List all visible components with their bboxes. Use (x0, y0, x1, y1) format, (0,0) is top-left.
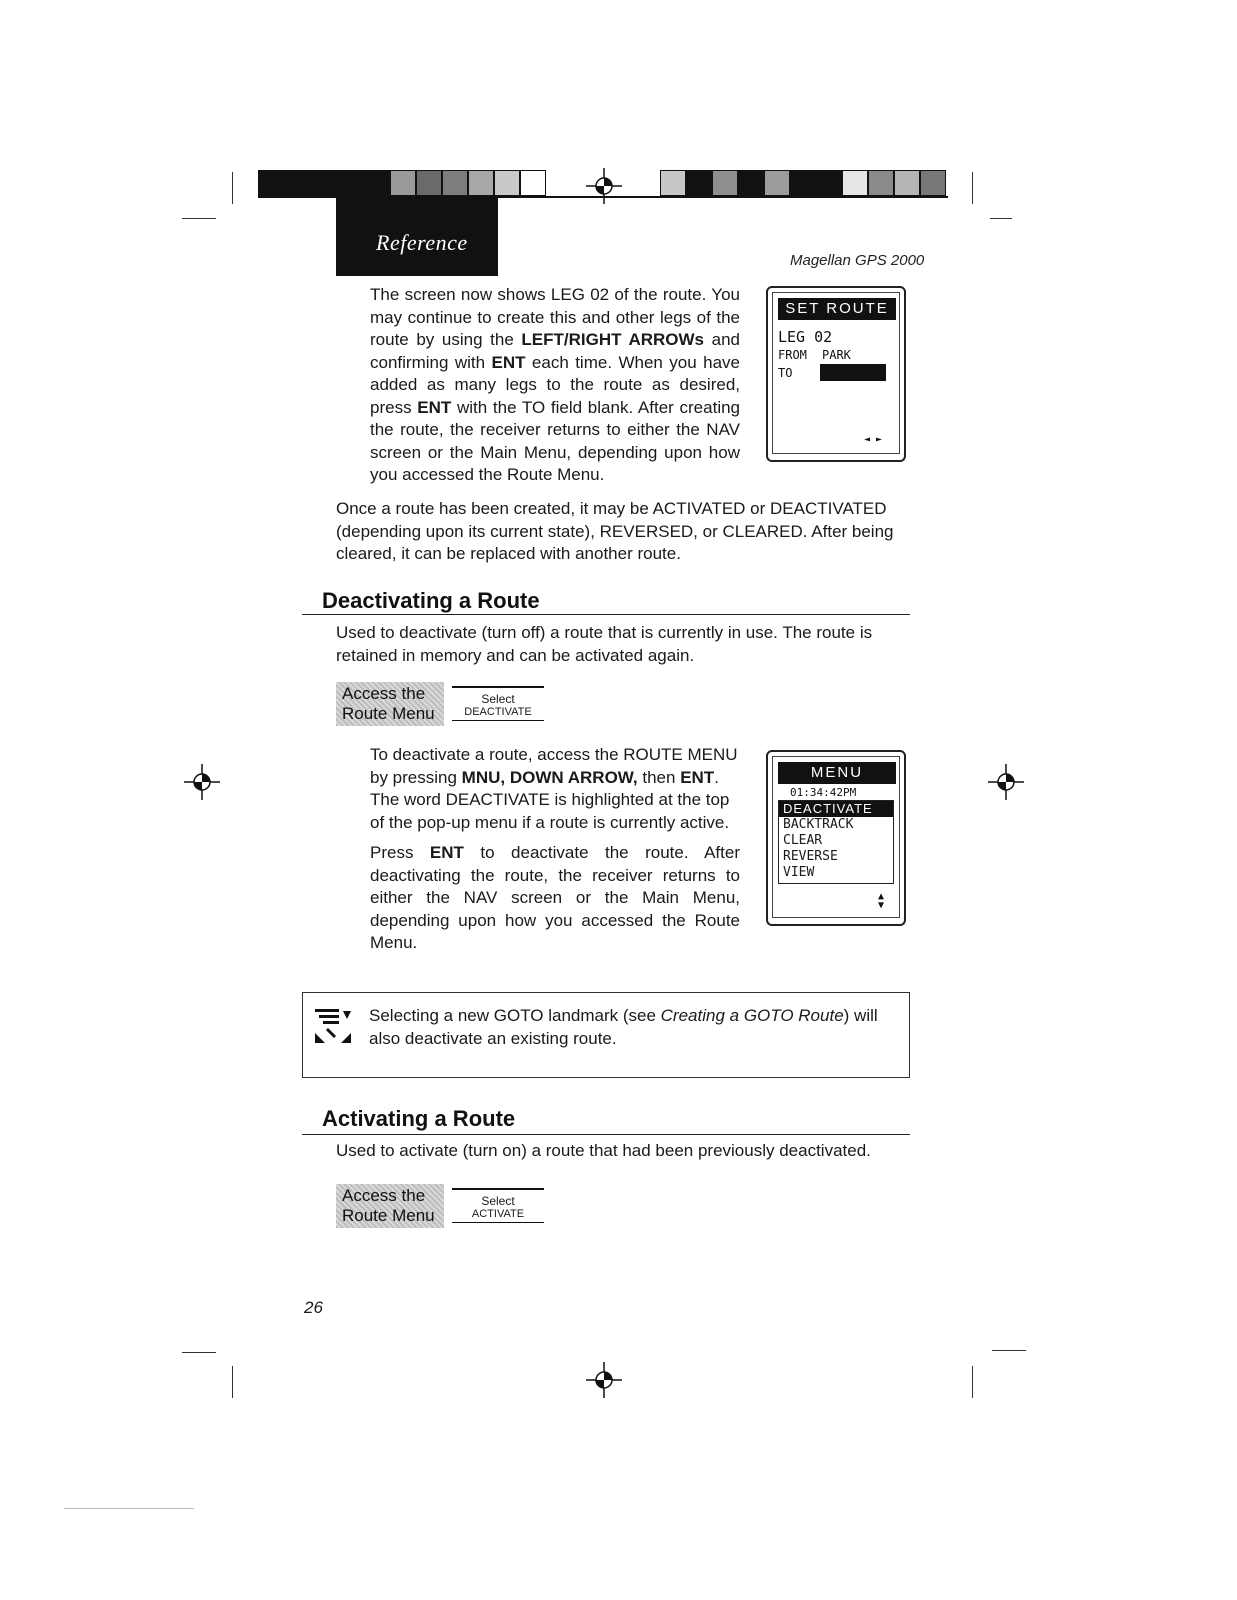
menu-item: REVERSE (783, 849, 838, 864)
crop-mark (182, 218, 216, 219)
menu-item: BACKTRACK (783, 817, 854, 832)
bold-run: ENT (417, 397, 452, 417)
registration-mark-icon (586, 1362, 622, 1398)
from-label: FROM (778, 348, 807, 362)
color-bar-right (660, 170, 946, 196)
from-value: PARK (822, 348, 851, 362)
access-line-2: Route Menu (342, 704, 435, 723)
access-route-menu-button (336, 682, 444, 726)
page-number: 26 (304, 1298, 323, 1317)
menu-item: DEACTIVATE (779, 801, 893, 817)
menu-item: CLEAR (783, 833, 823, 848)
set-route-screen (766, 286, 906, 462)
text-run: then (637, 767, 681, 787)
time-display: 01:34:42PM (790, 786, 857, 796)
popup-menu (778, 800, 894, 884)
activating-heading: Activating a Route (322, 1106, 516, 1131)
registration-mark-icon (184, 764, 220, 800)
access-route-menu-button (336, 1184, 444, 1228)
heading-rule (302, 1134, 910, 1135)
crop-mark (232, 172, 233, 204)
bold-run: ENT (429, 843, 464, 862)
select-value: ACTIVATE (452, 1208, 544, 1223)
screen-title: MENU (778, 762, 896, 784)
bold-run: MNU, DOWN ARROW, (461, 767, 638, 787)
text-run: to deactivate the route. After deactivating the route, the receiver returns to either the NAV screen or the Main Menu, depending upon how you accessed the Route Menu. (370, 843, 740, 952)
text-run: . The word DEACTIVATE is highlighted at the top of the pop-up menu if a route is currently active. (370, 767, 730, 832)
heading-rule (302, 614, 910, 615)
section-tab (336, 196, 498, 276)
deactivate-body-2 (370, 842, 740, 955)
note-text-after: ) will also deactivate an existing route. (369, 1006, 878, 1048)
crop-mark (232, 1366, 233, 1398)
access-line-1: Access the (342, 1186, 426, 1205)
access-line-1: Access the (342, 684, 426, 703)
deactivate-description: Used to deactivate (turn off) a route that is currently in use. The route is retained in memory and can be activated again. (336, 623, 873, 665)
leg-label: LEG 02 (778, 328, 833, 346)
to-label: TO (778, 366, 793, 380)
select-deactivate-box (452, 686, 544, 721)
bold-run: ENT (491, 352, 526, 372)
intro-paragraph-1 (370, 284, 740, 487)
registration-mark-icon (988, 764, 1024, 800)
color-bar-left (258, 170, 546, 196)
intro-paragraph-2: Once a route has been created, it may be ACTIVATED or DEACTIVATED (depending upon its current state), REVERSED, or CLEARED. After being cleared, it can be replaced with another route. (336, 499, 894, 563)
crop-mark (992, 1350, 1026, 1351)
note-icon (313, 1007, 355, 1047)
text-run: with the TO field blank. After creating the route, the receiver returns to either the NAV screen or the Main Menu, depending upon how you accessed the Route Menu. (370, 397, 741, 484)
bold-run: LEFT/RIGHT ARROWs (521, 330, 705, 349)
scan-artifact (64, 1508, 194, 1509)
to-field-highlight (820, 364, 886, 381)
text-run: and confirming with (370, 330, 740, 372)
crop-mark (990, 218, 1012, 219)
left-right-arrows-icon: ◄ ► (864, 434, 883, 445)
text-run: To deactivate a route, access the ROUTE MENU by pressing (370, 745, 738, 787)
select-value: DEACTIVATE (452, 706, 544, 721)
note-box (302, 992, 910, 1078)
activate-description: Used to activate (turn on) a route that had been previously deactivated. (336, 1141, 871, 1160)
menu-screen (766, 750, 906, 926)
note-text (369, 1005, 889, 1050)
product-name: Magellan GPS 2000 (790, 252, 925, 269)
access-line-2: Route Menu (342, 1206, 435, 1225)
select-label: Select (452, 1188, 544, 1208)
deactivate-body-1 (370, 744, 740, 834)
text-run: each time. When you have added as many legs to the route as desired, press (370, 352, 740, 417)
note-text-before: Selecting a new GOTO landmark (see (369, 1006, 661, 1025)
screen-title: SET ROUTE (778, 298, 896, 320)
deactivating-heading: Deactivating a Route (322, 588, 540, 613)
menu-item: VIEW (783, 865, 815, 880)
select-label: Select (452, 686, 544, 706)
bold-run: ENT (680, 767, 715, 787)
registration-mark-icon (586, 168, 622, 204)
crop-mark (972, 172, 973, 204)
up-down-arrows-icon: ▲ ▼ (877, 891, 885, 911)
crop-mark (972, 1366, 973, 1398)
text-run: The screen now shows LEG 02 of the route. You may continue to create this and other legs of the route by using the (370, 285, 740, 349)
note-text-italic: Creating a GOTO Route (660, 1006, 844, 1025)
text-run: Press (370, 843, 430, 862)
crop-mark (182, 1352, 216, 1353)
select-activate-box (452, 1188, 544, 1223)
section-tab-label: Reference (376, 230, 468, 255)
